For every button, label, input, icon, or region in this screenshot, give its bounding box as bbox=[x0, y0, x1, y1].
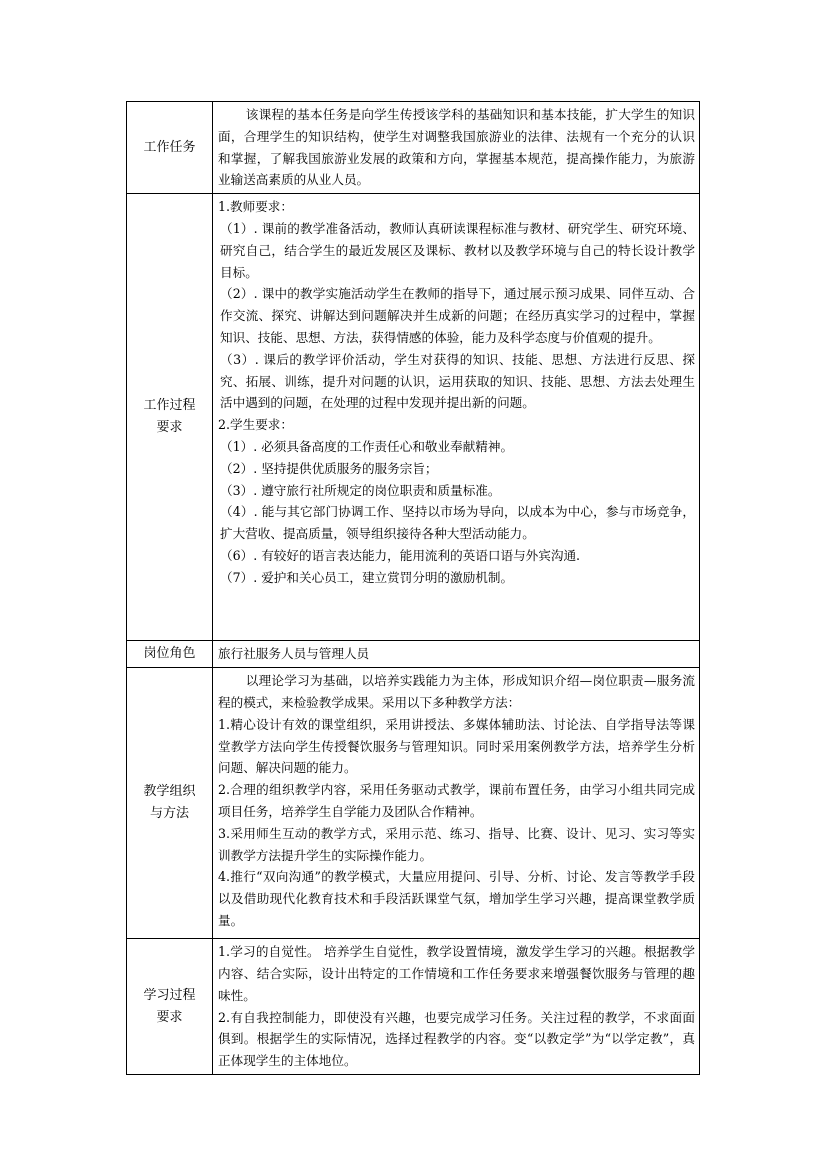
row-job-role bbox=[127, 641, 700, 668]
paragraph: （2）. 坚持提供优质服务的服务宗旨； bbox=[220, 460, 438, 476]
row-content bbox=[213, 939, 700, 1075]
row-label-line: 工作过程 bbox=[143, 398, 196, 414]
row-work-task bbox=[127, 102, 700, 194]
paragraph: （4）. 能与其它部门协调工作、坚持以市场为导向，以成本为中心，参与市场竞争，扩大营收、提高质量，领导组织接待各种大型活动能力。 bbox=[220, 504, 695, 542]
paragraph: （6）. 有较好的语言表达能力，能用流利的英语口语与外宾沟通. bbox=[220, 547, 581, 563]
row-label-line: 要求 bbox=[156, 1009, 183, 1025]
row-label bbox=[127, 939, 213, 1075]
paragraph: （3）. 课后的教学评价活动，学生对获得的知识、技能、思想、方法进行反思、探究、拓展、训练，提升对问题的认识，运用获取的知识、技能、思想、方法去处理生活中遇到的问题，在处理的过程中发现并提出新的问题。 bbox=[220, 351, 695, 411]
row-label bbox=[127, 194, 213, 641]
paragraph: 3.采用师生互动的教学方式，采用示范、练习、指导、比赛、设计、见习、实习等实训教学方法提升学生的实际操作能力。 bbox=[218, 825, 695, 863]
paragraph: （2）. 课中的教学实施活动学生在教师的指导下，通过展示预习成果、同伴互动、合作交流、探究、讲解达到问题解决并生成新的问题；在经历真实学习的过程中，掌握知识、技能、思想、方法，获得情感的体验，能力及科学态度与价值观的提升。 bbox=[220, 286, 695, 345]
paragraph: 以理论学习为基础，以培养实践能力为主体，形成知识介绍—岗位职责—服务流程的模式，来检验教学成果。采用以下多种教学方法： bbox=[218, 673, 695, 710]
row-teaching-organization bbox=[127, 668, 700, 939]
paragraph: 该课程的基本任务是向学生传授该学科的基础知识和基本技能，扩大学生的知识面，合理学生的知识结构，使学生对调整我国旅游业的法律、法规有一个充分的认识和掌握，了解我国旅游业发展的政策和方向，掌握基本规范，提高操作能力，为旅游业输送高素质的从业人员。 bbox=[218, 107, 695, 188]
paragraph: 1.教师要求： bbox=[218, 199, 293, 215]
row-work-process-requirements bbox=[127, 194, 700, 641]
paragraph: （1）. 课前的教学准备活动，教师认真研读课程标准与教材、研究学生、研究环境、研究自己，结合学生的最近发展区及课标、教材以及教学环境与自己的特长设计教学目标。 bbox=[220, 220, 695, 280]
paragraph: 1.学习的自觉性。 培养学生自觉性，教学设置情境，激发学生学习的兴趣。根据教学内容、结合实际，设计出特定的工作情境和工作任务要求来增强餐饮服务与管理的趣味性。 bbox=[218, 944, 695, 1003]
row-content bbox=[213, 668, 700, 939]
paragraph: （1）. 必须具备高度的工作责任心和敬业奉献精神。 bbox=[220, 438, 514, 454]
row-label-line: 与方法 bbox=[149, 806, 189, 822]
row-label-line: 岗位角色 bbox=[143, 646, 196, 662]
paragraph: 2.合理的组织教学内容，采用任务驱动式教学，课前布置任务，由学习小组共同完成项目任务，培养学生自学能力及团队合作精神。 bbox=[218, 782, 695, 819]
row-label-line: 学习过程 bbox=[143, 987, 196, 1003]
row-label-line: 要求 bbox=[156, 420, 183, 436]
row-label bbox=[127, 102, 213, 194]
row-content bbox=[213, 194, 700, 641]
course-info-table bbox=[126, 101, 700, 1075]
row-label-line: 教学组织 bbox=[143, 784, 196, 800]
paragraph: 2.学生要求： bbox=[218, 417, 293, 433]
paragraph: （3）. 遵守旅行社所规定的岗位职责和质量标准。 bbox=[220, 482, 501, 498]
row-label bbox=[127, 668, 213, 939]
row-learning-process-requirements bbox=[127, 939, 700, 1075]
paragraph: 旅行社服务人员与管理人员 bbox=[218, 646, 370, 662]
row-label-line: 工作任务 bbox=[143, 139, 196, 155]
paragraph: （7）. 爱护和关心员工，建立赏罚分明的激励机制。 bbox=[220, 569, 514, 585]
paragraph: 4.推行“双向沟通”的教学模式，大量应用提问、引导、分析、讨论、发言等教学手段以及借助现代化教育技术和手段活跃课堂气氛，增加学生学习兴趣，提高课堂教学质量。 bbox=[218, 869, 695, 928]
row-content bbox=[213, 641, 700, 668]
paragraph: 2.有自我控制能力，即使没有兴趣，也要完成学习任务。关注过程的教学，不求面面俱到。根据学生的实际情况，选择过程教学的内容。变“以教定学”为“以学定教”，真正体现学生的主体地位。 bbox=[218, 1009, 695, 1069]
row-content bbox=[213, 102, 700, 194]
row-label bbox=[127, 641, 213, 668]
paragraph: 1.精心设计有效的课堂组织，采用讲授法、多媒体辅助法、讨论法、自学指导法等课堂教学方法向学生传授餐饮服务与管理知识。同时采用案例教学方法，培养学生分析问题、解决问题的能力。 bbox=[218, 716, 695, 776]
